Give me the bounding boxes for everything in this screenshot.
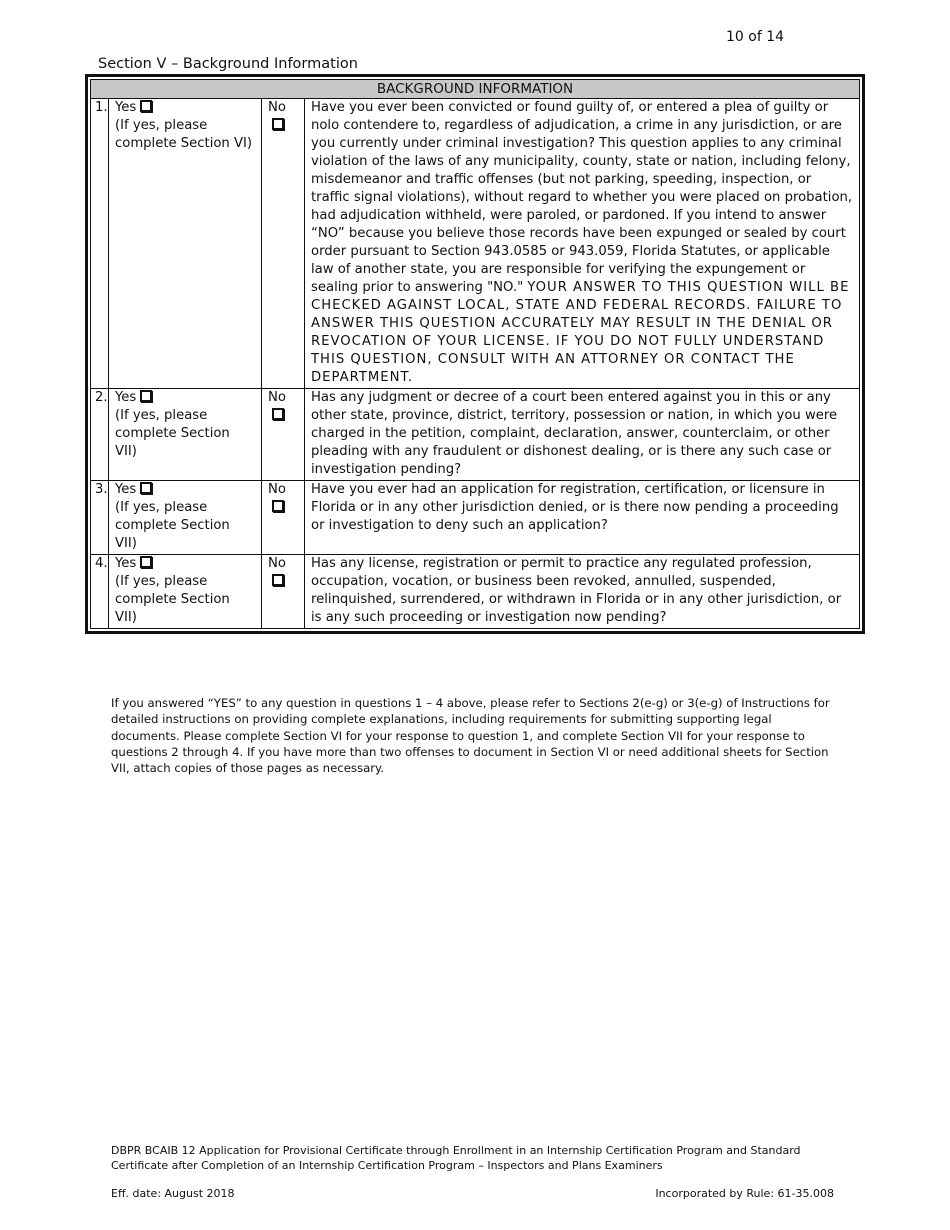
yes-note: (If yes, please complete Section VII) xyxy=(115,574,230,625)
question-number: 2. xyxy=(91,389,109,481)
yes-label: Yes xyxy=(115,482,137,497)
no-cell xyxy=(262,481,305,555)
question-text: Has any license, registration or permit to practice any regulated profession, occupation, vocation, or business been revoked, annulled, suspended, relinquished, surrendered, or withdrawn in Florida or in any other jurisdiction, or is any such proceeding or investigation now pending? xyxy=(311,556,842,625)
no-checkbox-icon[interactable] xyxy=(272,118,284,130)
yes-label: Yes xyxy=(115,556,137,571)
background-table-frame xyxy=(85,74,865,634)
footer-rule: Incorporated by Rule: 61-35.008 xyxy=(655,1187,834,1200)
question-text: Have you ever been convicted or found guilty of, or entered a plea of guilty or nolo contendere to, regardless of adjudication, a crime in any jurisdiction, or are you currently under criminal investigation? This question applies to any criminal violation of the laws of any municipality, county, state or nation, including felony, misdemeanor and traffic offenses (but not parking, speeding, inspection, or traffic signal violations), without regard to whether you were placed on probation, had adjudication withheld, were paroled, or pardoned. If you intend to answer “NO” because you believe those records have been expunged or sealed by court order pursuant to Section 943.0585 or 943.059, Florida Statutes, or applicable law of another state, you are responsible for verifying the expungement or sealing prior to answering "NO." xyxy=(311,100,853,295)
yes-note: (If yes, please complete Section VII) xyxy=(115,408,230,459)
no-label: No xyxy=(268,100,286,115)
yes-cell xyxy=(109,99,262,389)
background-table xyxy=(90,79,860,629)
question-text: Has any judgment or decree of a court been entered against you in this or any other state, province, district, territory, possession or nation, in which you were charged in the petition, complaint, declaration, answer, counterclaim, or other pleading with any fraudulent or dishonest dealing, or is there any such case or investigation pending? xyxy=(311,390,838,477)
question-row-4 xyxy=(91,555,860,629)
yes-note: (If yes, please complete Section VII) xyxy=(115,500,230,551)
yes-cell xyxy=(109,555,262,629)
yes-checkbox-icon[interactable] xyxy=(140,100,152,112)
yes-note: (If yes, please complete Section VI) xyxy=(115,118,253,151)
question-number: 4. xyxy=(91,555,109,629)
yes-label: Yes xyxy=(115,100,137,115)
question-text-cell xyxy=(305,555,860,629)
section-title: Section V – Background Information xyxy=(98,56,358,72)
yes-label: Yes xyxy=(115,390,137,405)
no-cell xyxy=(262,555,305,629)
page-number: 10 of 14 xyxy=(726,29,785,45)
no-label: No xyxy=(268,390,286,405)
question-text: Have you ever had an application for registration, certification, or licensure in Florida or in any other jurisdiction denied, or is there now pending a proceeding or investigation to deny such an application? xyxy=(311,482,839,533)
no-checkbox-icon[interactable] xyxy=(272,408,284,420)
no-cell xyxy=(262,389,305,481)
yes-checkbox-icon[interactable] xyxy=(140,482,152,494)
yes-checkbox-icon[interactable] xyxy=(140,390,152,402)
yes-cell xyxy=(109,481,262,555)
instructions-notice: If you answered “YES” to any question in questions 1 – 4 above, please refer to Sections 2(e-g) or 3(e-g) of Instructions for detailed instructions on providing complete explanations, including requirements for submitting supporting legal documents. Please complete Section VI for your response to question 1, and complete Section VII for your response to questions 2 through 4. If you have more than two offenses to document in Section VI or need additional sheets for Section VII, attach copies of those pages as necessary. xyxy=(111,696,830,776)
yes-cell xyxy=(109,389,262,481)
no-cell xyxy=(262,99,305,389)
table-header: BACKGROUND INFORMATION xyxy=(91,80,860,99)
question-warning: YOUR ANSWER TO THIS QUESTION WILL BE CHECKED AGAINST LOCAL, STATE AND FEDERAL RECORDS. FAILURE TO ANSWER THIS QUESTION ACCURATELY MAY RESULT IN THE DENIAL OR REVOCATION OF YOUR LICENSE. IF YOU DO NOT FULLY UNDERSTAND THIS QUESTION, CONSULT WITH AN ATTORNEY OR CONTACT THE DEPARTMENT. xyxy=(311,280,850,385)
question-text-cell xyxy=(305,389,860,481)
question-row-3 xyxy=(91,481,860,555)
question-number: 3. xyxy=(91,481,109,555)
no-label: No xyxy=(268,556,286,571)
question-text-cell xyxy=(305,481,860,555)
table-header-row xyxy=(91,80,860,99)
yes-checkbox-icon[interactable] xyxy=(140,556,152,568)
question-row-1 xyxy=(91,99,860,389)
no-checkbox-icon[interactable] xyxy=(272,500,284,512)
question-number: 1. xyxy=(91,99,109,389)
no-label: No xyxy=(268,482,286,497)
footer-form-title: DBPR BCAIB 12 Application for Provisional Certificate through Enrollment in an Internship Certification Program and Standard Certificate after Completion of an Internship Certification Program – Inspectors and Plans Examiners xyxy=(111,1144,801,1172)
footer-eff-date: Eff. date: August 2018 xyxy=(111,1187,235,1200)
no-checkbox-icon[interactable] xyxy=(272,574,284,586)
question-row-2 xyxy=(91,389,860,481)
question-text-cell xyxy=(305,99,860,389)
